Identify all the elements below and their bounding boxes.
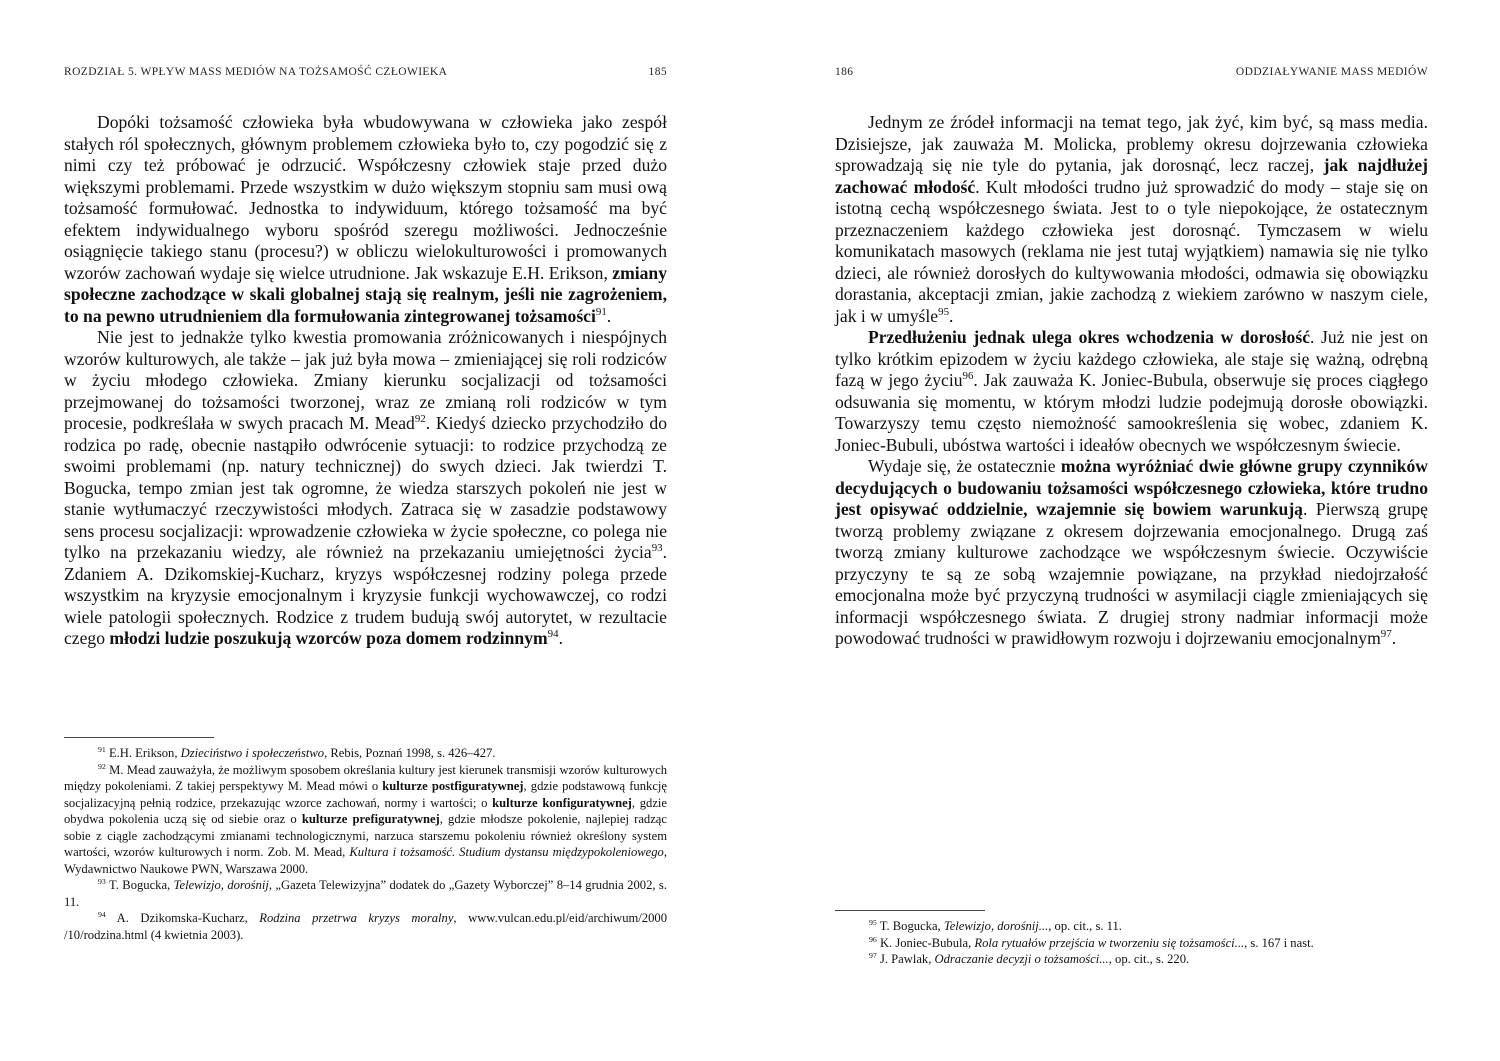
note-ref: 94 [98,909,106,919]
text-run: , gdzie młodsze pokolenie, najlepiej radząc sobie z ciągle zachodzącymi zmianami technologicznymi, narzuca starszemu pokoleniu również określony system wartości, wzorów kulturowych i norm. Zob. M. Mead, [64,812,667,859]
footnotes [64,745,667,943]
text-run: . Jak zauważa K. Joniec-Bubula, obserwuje się proces ciągłego odsuwania się momentu, w którym młodzi ludzie podejmują dorosłe obowiązki. Towarzyszy temu często niemożność samookreślenia się wobec, zdaniem K. Joniec-Bubuli, ubóstwa wartości i ideałów obecnych we współczesnym świecie. [835,370,1428,455]
note-ref: 93 [651,542,663,555]
emphasis-text: można wyróżniać dwie główne grupy czynników decydujących o budowaniu tożsamości współczesnego człowieka, które trudno jest opisywać oddzielnie, wzajemnie się bowiem warunkują [835,456,1429,519]
emphasis-text: jak najdłużej zachować młodość [835,155,1428,197]
text-run: . Kult młodości trudno już sprowadzić do mody – staje się on istotną cechą współczesnego świata. Jest to o tyle niepokojące, że ostatecznym przeznaczeniem każdego człowieka jest dorosnąć. Tymczasem w wielu komunikatach masowych (reklama nie jest tutaj wyjątkiem) namawia się nie tylko dzieci, ale również dorosłych do kultywowania młodości, odmawia się obowiązku dorastania, akceptacji zmian, jakie zachodzą z wiekiem zarówno w naszym ciele, jak i w umyśle [835,176,1428,326]
page-number: 185 [648,66,667,78]
text-run: T. Bogucka, [105,878,174,892]
emphasis-text: Przedłużeniu jednak ulega okres wchodzenia w dorosłość [868,327,1310,347]
text-run: Wydaje się, że ostatecznie [868,456,1061,476]
note-ref: 96 [962,370,974,383]
title-text: Telewizjo, dorośnij... [943,919,1049,933]
paragraph [64,327,667,650]
paragraph [835,112,1428,327]
note-ref: 95 [938,305,950,318]
footnote [64,762,667,878]
page-number: 186 [835,66,854,78]
title-text: Dzieciństwo i społeczeństwo [180,746,325,760]
chapter-title: ROZDZIAŁ 5. WPŁYW MASS MEDIÓW NA TOŻSAMOŚĆ CZŁOWIEKA [64,66,448,78]
text-run: , www.vulcan.edu.pl/eid/archiwum/2000 /10/rodzina.html (4 kwietnia 2003). [64,911,667,942]
text-run: Nie jest to jednakże tylko kwestia promowania zróżnicowanych i niespójnych wzorów kulturowych, ale także – jak już była mowa – zmieniającej się roli rodziców w życiu młodego człowieka. Zmiany kierunku socjalizacji od tożsamości przejmowanej do tożsamości tworzonej, wraz ze zmianą roli rodziców w tym procesie, podkreślała w swych pracach M. Mead [64,327,667,433]
title-text: Rodzina przetrwa kryzys moralny [259,911,454,925]
note-ref: 91 [98,744,106,754]
text-run: , s. 167 i nast. [1244,935,1314,950]
text-run: K. Joniec-Bubula, [876,935,975,950]
note-ref: 95 [869,917,877,927]
title-text: Kultura i tożsamość. Studium dystansu międzypokoleniowego [349,845,664,859]
paragraph [64,112,667,327]
paragraph [835,327,1428,456]
note-ref: 96 [869,934,877,944]
text-run: , „Gazeta Telewizyjna” dodatek do „Gazety Wyborczej” 8–14 grudnia 2002, s. 11. [64,878,667,909]
title-text: Rola rytuałów przejścia w tworzeniu się tożsamości... [974,935,1245,950]
text-run: . [949,305,954,326]
text-run: Dopóki tożsamość człowieka była wbudowywana w człowieka jako zespół stałych ról społecznych, głównym problemem człowieka było to, czy pogodzić się z nimi czy też próbować je odrzucić. Współczesny człowiek staje przed dużo większymi problemami. Przede wszystkim w dużo większym stopniu sam musi ową tożsamość formułować. Jednostka to indywiduum, którego tożsamość ma być efektem indywidualnego wyboru spośród szeregu możliwości. Jednocześnie osiągnięcie takiego stanu (procesu?) w obliczu wielokulturowości i promowanych wzorów zachowań wydaje się wielce utrudnione. Jak wskazuje E.H. Erikson, [64,112,667,283]
emphasis-text: kulturze postfiguratywnej [382,779,524,793]
text-run: . Pierwszą grupę tworzą problemy związane z okresem dojrzewania emocjonalnego. Drugą zaś tworzą zmiany kulturowe zachodzące we współczesnym świecie. Oczywiście przyczyny te są ze sobą wzajemnie powiązane, na przykład niedojrzałość emocjonalna może być przyczyną trudności w asymilacji ciągle zmieniających się informacji współczesnego świata. Z drugiej strony nadmiar informacji może powodować trudności w prawidłowym rozwoju i dojrzewaniu emocjonalnym [835,499,1428,648]
text-run: A. Dzikomska-Kucharz, [105,911,260,925]
note-ref: 92 [98,761,106,771]
footnote [64,745,667,762]
footnote [835,918,1428,935]
body-text [835,112,1428,650]
footnote [835,935,1428,952]
text-run: T. Bogucka, [876,919,944,933]
paragraph [835,456,1428,650]
title-text: Odraczanie decyzji o tożsamości... [934,952,1109,966]
emphasis-text: zmiany społeczne zachodzące w skali globalnej stają się realnym, jeśli nie zagrożeniem, to na pewno utrudnieniem dla formułowania zintegrowanej tożsamości [64,262,667,326]
text-run: , op. cit., s. 11. [1048,919,1122,933]
note-ref: 93 [98,876,106,886]
footnotes [835,918,1428,968]
text-run: . Zdaniem A. Dzikomskiej-Kucharz, kryzys współczesnej rodziny polega przede wszystkim na kryzysie emocjonalnym i kryzysie funkcji wychowawczej, co rodzi wiele patologii społecznych. Rodzice z trudem budują swój autorytet, w rezultacie czego [64,542,667,648]
text-run: Jednym ze źródeł informacji na temat tego, jak żyć, kim być, są mass media. Dzisiejsze, jak zauważa M. Molicka, problemy okresu dojrzewania człowieka sprowadzają się nie tyle do pytania, jak dorosnąć, lecz raczej, [835,112,1428,175]
note-ref: 94 [547,628,559,641]
note-ref: 97 [1380,628,1392,641]
text-run: , Wydawnictwo Naukowe PWN, Warszawa 2000. [64,845,668,876]
section-title: ODDZIAŁYWANIE MASS MEDIÓW [1235,66,1428,78]
title-text: Telewizjo, dorośnij [173,878,269,892]
text-run: . Już nie jest on tylko krótkim epizodem w życiu każdego człowieka, ale staje się ważną, odrębną fazą w jego życiu [835,327,1428,390]
note-ref: 91 [595,305,607,318]
body-text [64,112,667,650]
footnote [64,910,667,943]
right-page [835,0,1428,1061]
text-run: , op. cit., s. 220. [1108,952,1190,966]
text-run: . Kiedyś dziecko przychodziło do rodzica po radę, obecnie nastąpiło odwrócenie sytuacji: to rodzice przychodzą ze swoimi problemami (np. natury technicznej) do swych dzieci. Jak twierdzi T. Bogucka, tempo zmian jest tak ogromne, że wiedza starszych pokoleń nie jest w stanie wytłumaczyć rzeczywistości młodych. Zatraca się w zasadzie podstawowy sens procesu socjalizacji: wprowadzenie człowieka w życie społeczne, co polega nie tylko na przekazaniu wiedzy, ale również na przekazaniu umiejętności życia [64,413,667,562]
note-ref: 97 [869,950,877,960]
text-run: . [558,628,563,648]
text-run: E.H. Erikson, [105,746,181,760]
text-run: , gdzie podstawową funkcję socjalizacyjną pełnią rodzice, przekazując wzorce zachowań, normy i wartości; o [64,779,667,810]
footnote-rule [835,910,985,911]
left-page [64,0,667,1061]
footnote-rule [64,737,214,738]
emphasis-text: kulturze prefiguratywnej [301,812,440,826]
text-run: . [606,305,612,326]
text-run: , Rebis, Poznań 1998, s. 426–427. [324,746,496,760]
emphasis-text: młodzi ludzie poszukują wzorców poza domem rodzinnym [109,628,548,648]
footnote [64,877,667,910]
text-run: . [1391,628,1397,648]
footnote [835,951,1428,968]
text-run: , gdzie obydwa pokolenia uczą się od siebie oraz o [64,795,667,826]
emphasis-text: kulturze konfiguratywnej [492,795,632,810]
note-ref: 92 [414,413,426,426]
text-run: J. Pawlak, [876,952,935,966]
text-run: M. Mead zauważyła, że możliwym sposobem określania kultury jest kierunek transmisji wzorów kulturowych między pokoleniami. Z takiej perspektywy M. Mead mówi o [64,762,667,793]
